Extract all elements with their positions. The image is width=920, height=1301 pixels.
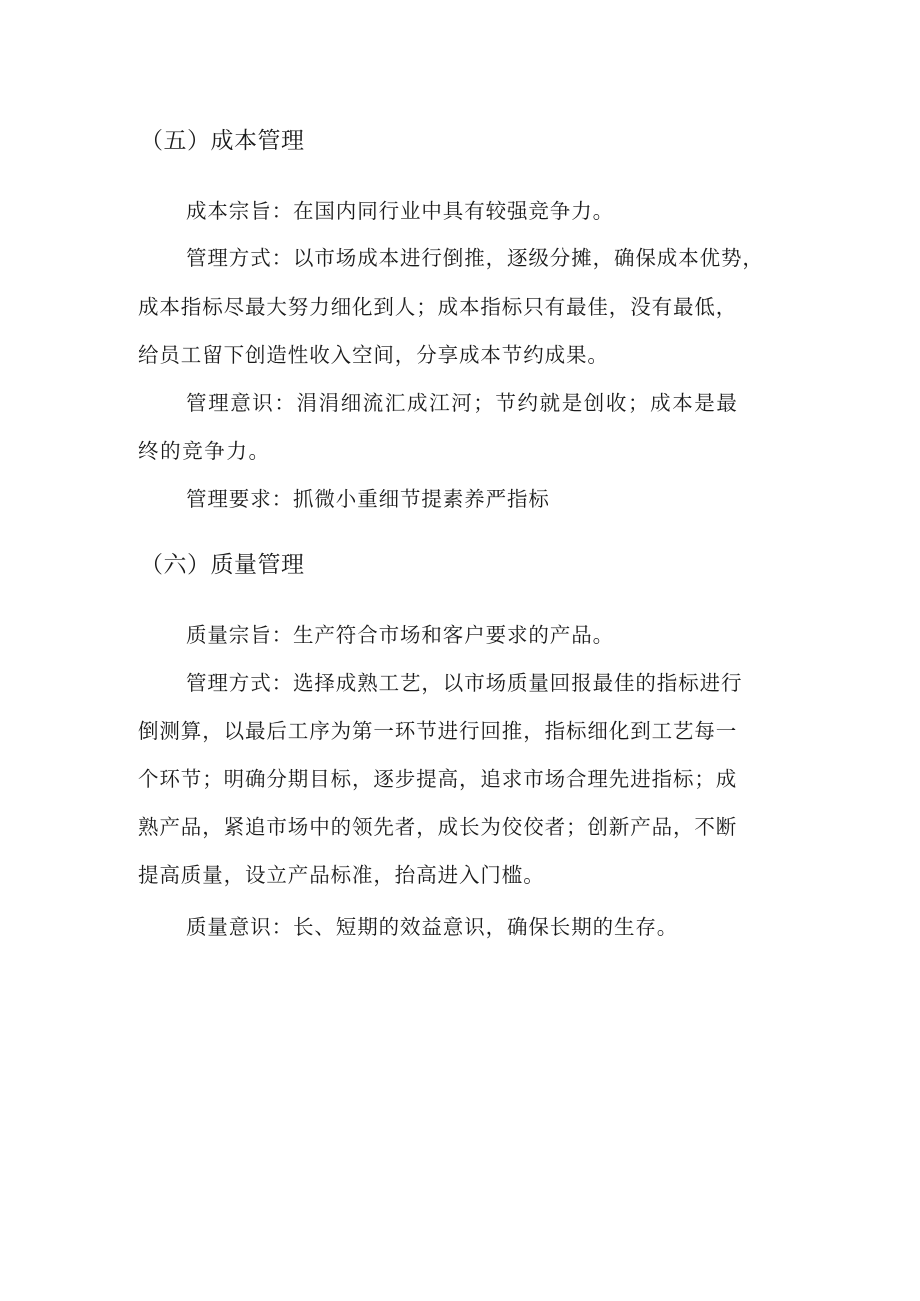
cost-method-line-1: 管理方式：以市场成本进行倒推，逐级分摊，确保成本优势， bbox=[186, 246, 764, 270]
cost-requirement-paragraph: 管理要求：抓微小重细节提素养严指标 bbox=[186, 487, 550, 511]
quality-purpose-paragraph: 质量宗旨：生产符合市场和客户要求的产品。 bbox=[186, 623, 614, 647]
section-heading-quality-management: （六）质量管理 bbox=[140, 552, 305, 578]
cost-method-line-3: 给员工留下创造性收入空间，分享成本节约成果。 bbox=[138, 343, 609, 367]
cost-purpose-paragraph: 成本宗旨：在国内同行业中具有较强竞争力。 bbox=[186, 199, 614, 223]
cost-method-line-2: 成本指标尽最大努力细化到人；成本指标只有最佳，没有最低， bbox=[138, 295, 738, 319]
quality-method-line-1: 管理方式：选择成熟工艺，以市场质量回报最佳的指标进行 bbox=[186, 671, 743, 695]
cost-awareness-line-1: 管理意识：涓涓细流汇成江河；节约就是创收；成本是最 bbox=[186, 391, 739, 415]
quality-method-line-3: 个环节；明确分期目标，逐步提高，追求市场合理先进指标；成 bbox=[138, 767, 738, 791]
cost-awareness-line-2: 终的竞争力。 bbox=[138, 439, 271, 463]
quality-method-line-5: 提高质量，设立产品标准，抬高进入门槛。 bbox=[138, 863, 545, 887]
quality-awareness-paragraph: 质量意识：长、短期的效益意识，确保长期的生存。 bbox=[186, 915, 679, 939]
quality-method-line-2: 倒测算，以最后工序为第一环节进行回推，指标细化到工艺每一 bbox=[138, 719, 738, 743]
section-heading-cost-management: （五）成本管理 bbox=[140, 128, 305, 154]
quality-method-line-4: 熟产品，紧追市场中的领先者，成长为佼佼者；创新产品，不断 bbox=[138, 815, 738, 839]
